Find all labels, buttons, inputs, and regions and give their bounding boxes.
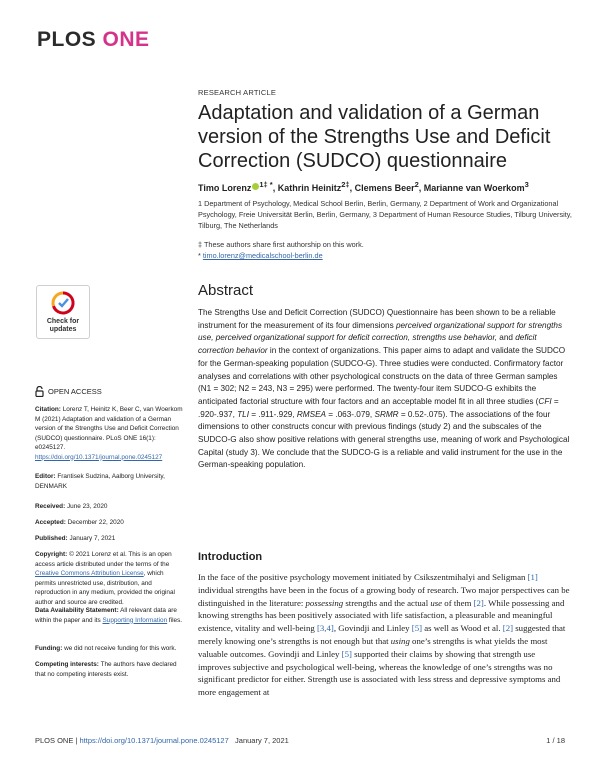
article-title: Adaptation and validation of a German version of the Strengths Use and Deficit Correction (SUDCO) questionnaire [198,102,551,172]
footer-journal: PLOS ONE [35,736,74,745]
copyright-label: Copyright: [35,551,68,558]
intro-text-part: supported their claims by showing that strength use improves subjective and psychological well-being, whereas the knowledge of one’s strengths was no significant predictor for either. Strength use is associated with less stress and depressive symptoms and more engagement at [198,648,561,698]
equal-contribution-note: ‡ These authors share first authorship on this work. [198,240,364,249]
abstract-text-part: = .063-.079, [326,409,375,419]
reference-link[interactable]: [2] [473,597,484,608]
abstract-text-part: = .911-.929, [249,409,297,419]
logo-one: ONE [102,28,150,51]
check-for-updates-badge[interactable] [36,285,90,339]
intro-text-part: , Govindji and Linley [333,623,412,634]
abstract-italic: perceived organizational support for strengths use, perceived organizational support for deficit correction, strengths use behavior, [198,320,563,343]
abstract-italic: TLI [237,409,249,419]
data-availability-text: files. [167,616,183,624]
received-text: June 23, 2020 [65,503,108,510]
competing-interests-block [35,660,185,679]
open-access-text: OPEN ACCESS [48,387,102,396]
citation-doi-link[interactable]: https://doi.org/10.1371/journal.pone.0245127 [35,453,163,461]
abstract-text-part: in the context of organizations. This paper aims to adapt and validate the SUDCO for the German-speaking population (SUDCO-G). Three studies were conducted. Confirmatory factor analyses and correlations with other psychological constructs on the data of three German samples (N1 = 302; N2 = 243, N3 = 295) were performed. The twenty-four item SUDCO-G exhibits the anticipated factorial structure with four factors and an acceptable model fit in all three studies ( [198,346,566,406]
footer-date: January 7, 2021 [228,736,289,745]
accepted-text: December 22, 2020 [65,519,124,526]
data-availability-text: All relevant data are within the paper and its [35,607,177,624]
intro-text-part: suggested that merely knowing one’s strengths is not enough but that [198,623,566,646]
competing-interests-label: Competing interests: [35,661,99,668]
badge-line-2: updates [49,326,77,333]
funding-block [35,644,185,654]
editor-label: Editor: [35,473,56,480]
check-updates-icon [50,290,76,316]
intro-italic: possessing [305,597,344,608]
introduction-heading: Introduction [198,551,263,563]
citation-text: Lorenz T, Heinitz K, Beer C, van Woerkom M (2021) Adaptation and validation of a German version of the Strengths Use and Deficit Correction (SUDCO) questionnaire. PLoS ONE 16(1): e0245127. [35,406,183,451]
editor-block [35,472,185,491]
supporting-information-link[interactable]: Supporting Information [102,616,168,624]
author-list [198,180,578,193]
copyright-text: © 2021 Lorenz et al. This is an open access article distributed under the terms of the [35,551,172,568]
accepted-label: Accepted: [35,519,66,526]
reference-link[interactable]: [2] [502,623,514,634]
license-link[interactable]: Creative Commons Attribution License [35,570,144,577]
introduction-text [198,571,570,699]
copyright-text: , which permits unrestricted use, distribution, and reproduction in any medium, provided the original author and source are credited. [35,570,175,606]
abstract-text-part: = .920-.937, [198,396,559,419]
funding-text: we did not receive funding for this work. [62,645,177,652]
journal-logo [37,28,150,52]
affiliations: 1 Department of Psychology, Medical School Berlin, Berlin, Germany, 2 Department of Work and Organizational Psychology, Freie Universität Berlin, Berlin, Germany, 3 Department of Human Resource Studies, Tilburg University, Tilburg, The Netherlands [198,199,572,230]
editor-text: Frantisek Sudzina, Aalborg University, DENMARK [35,473,165,490]
email-prefix: * [198,251,203,260]
data-availability-block [35,606,185,625]
intro-text-part: . While possessing and knowing strengths has been positively associated with life satisfaction, a pleasurable and meaningful existence, vitality and well-being [198,597,565,634]
reference-link[interactable]: [3,4] [316,623,334,634]
intro-text-part: as well as Wood et al. [422,623,503,634]
author-4-sup: 3 [524,180,529,189]
reference-link[interactable]: [5] [411,623,423,634]
abstract-italic: deficit correction behavior [198,333,537,356]
published-block [35,534,185,544]
received-label: Received: [35,503,66,510]
author-2-sup: 2‡ [341,180,350,189]
intro-italic: use [430,597,443,608]
copyright-block [35,550,185,607]
funding-label: Funding: [35,645,63,652]
badge-label [47,318,79,334]
page-footer [35,736,565,745]
email-link[interactable]: timo.lorenz@medicalschool-berlin.de [202,251,323,260]
published-text: January 7, 2021 [67,535,116,542]
abstract-italic: SRMR [374,409,399,419]
citation-block [35,405,185,462]
intro-italic: using [390,635,410,646]
intro-text-part: one’s strengths is what yields the most valuable outcomes. Govindji and Linley [198,635,548,659]
abstract-heading: Abstract [198,282,254,299]
logo-plos: PLOS [37,28,97,51]
competing-interests-text: The authors have declared that no competing interests exist. [35,661,177,678]
intro-text-part: of them [442,597,474,608]
abstract-text-part: and [497,333,516,343]
author-4[interactable]: , Marianne van Woerkom [418,183,525,193]
abstract-text-part: The Strengths Use and Deficit Correction (SUDCO) Questionnaire has been shown to be a reliable instrument for the measurement of its four dimensions [198,308,556,330]
author-3[interactable]: , Clemens Beer [349,183,415,193]
article-type: RESEARCH ARTICLE [198,88,277,97]
abstract-text-part: = 0.52-.075). The associations of the four dimensions to other constructs concur with previous findings (study 2) and the subscales of the SUDCO-G also show positive relations with general strengths use, meaning of work and Psychological Capital (study 3). We conclude that the SUDCO-G is a reliable and valid instrument for the use in the German-speaking population. [198,409,570,470]
badge-line-1: Check for [46,318,80,325]
reference-link[interactable]: [5] [341,648,352,659]
published-label: Published: [35,535,68,542]
author-1[interactable]: Timo Lorenz [198,183,252,193]
author-2[interactable]: , Kathrin Heinitz [272,183,342,193]
intro-text-part: individual strengths have been in the focus of a growing body of research. Two major perspectives can be distinguished in the literature: [198,584,570,608]
data-availability-label: Data Availability Statement: [35,607,119,614]
correspondence-note [198,250,578,261]
abstract-italic: RMSEA [296,409,326,419]
abstract-text [198,307,570,472]
open-access-label [35,386,102,397]
footer-separator: | [73,736,80,745]
citation-label: Citation: [35,406,61,413]
received-block [35,502,185,512]
page-number: 1 / 18 [546,736,565,745]
reference-link[interactable]: [1] [527,572,538,582]
footer-doi-link[interactable]: https://doi.org/10.1371/journal.pone.0245127 [79,736,229,745]
accepted-block [35,518,185,528]
author-3-sup: 2 [414,180,419,189]
abstract-italic: CFI [538,396,552,406]
author-1-sup: 1‡ * [259,180,273,189]
author-notes [198,239,578,261]
intro-text-part: strengths and the actual [343,597,431,608]
intro-text-part: In the face of the positive psychology movement initiated by Csikszentmihalyi and Seligman [198,572,528,582]
open-lock-icon [35,386,44,397]
